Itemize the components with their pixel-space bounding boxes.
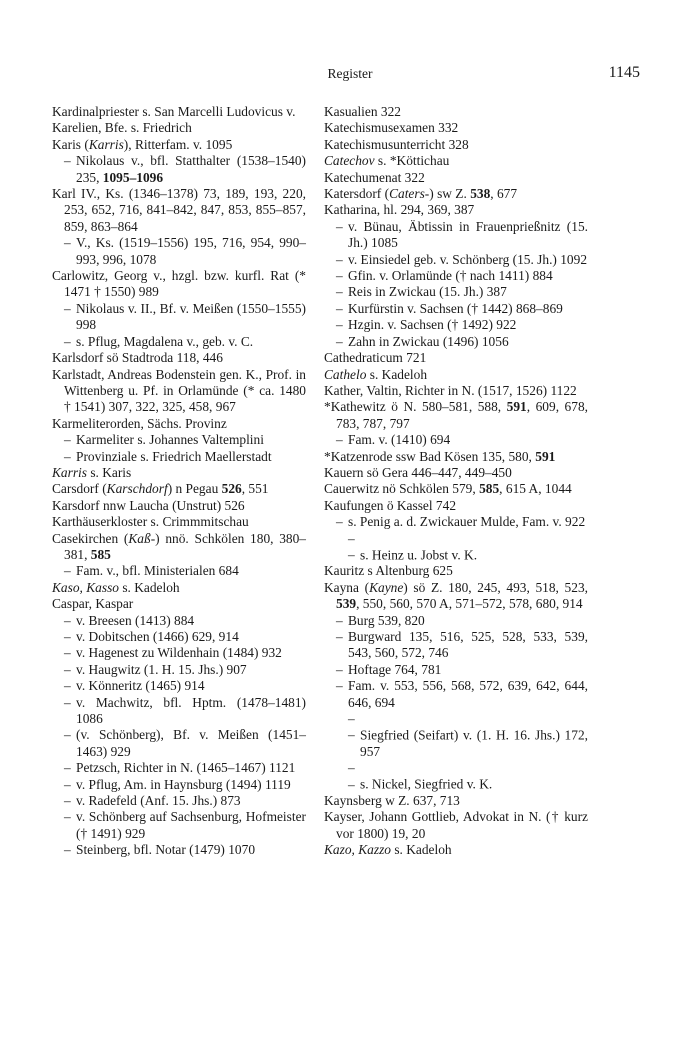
entry-text: Katechismusunterricht 328 bbox=[324, 136, 469, 152]
index-entry bbox=[324, 449, 588, 465]
entry-text: v. Haugwitz (1. H. 15. Jhs.) 907 bbox=[76, 661, 247, 677]
entry-text: , 677 bbox=[490, 186, 518, 202]
entry-italic: Caters- bbox=[389, 186, 430, 202]
index-entry bbox=[324, 793, 588, 809]
index-entry bbox=[324, 629, 588, 662]
entry-text: Karmeliter s. Johannes Valtemplini bbox=[76, 432, 264, 448]
entry-text: Katechismusexamen 332 bbox=[324, 120, 459, 136]
entry-text: Karthäuserkloster s. Crimmmitschau bbox=[52, 514, 249, 530]
entry-bold: 526 bbox=[221, 481, 242, 497]
entry-dash: – bbox=[64, 776, 71, 792]
entry-text: Reis in Zwickau (15. Jh.) 387 bbox=[348, 284, 507, 300]
entry-text: Kaufungen ö Kassel 742 bbox=[324, 497, 457, 513]
index-entry bbox=[52, 367, 306, 416]
page-number: 1145 bbox=[608, 64, 640, 81]
entry-text: v. Hagenest zu Wildenhain (1484) 932 bbox=[76, 645, 282, 661]
entry-italic: Catechov bbox=[324, 153, 375, 169]
index-entry bbox=[324, 104, 588, 120]
entry-text: Steinberg, bfl. Notar (1479) 1070 bbox=[76, 842, 256, 858]
entry-text: v. Radefeld (Anf. 15. Jhs.) 873 bbox=[76, 793, 241, 809]
entry-text: Karelien, Bfe. s. Friedrich bbox=[52, 120, 192, 136]
index-entry bbox=[324, 284, 588, 300]
entry-dash: – bbox=[64, 760, 71, 776]
entry-text: Hoftage 764, 781 bbox=[348, 661, 442, 677]
entry-dash: – bbox=[64, 448, 71, 464]
index-entry bbox=[324, 367, 588, 383]
index-entry bbox=[52, 153, 306, 186]
entry-text: Provinziale s. Friedrich Maellerstadt bbox=[76, 448, 272, 464]
entry-text: v. Dobitschen (1466) 629, 914 bbox=[76, 629, 239, 644]
entry-text: s. Penig a. d. Zwickauer Mulde, Fam. v. 922 bbox=[348, 514, 586, 530]
entry-text: Carlowitz, Georg v., hzgl. bzw. kurfl. Rat (* 1471 † 1550) 989 bbox=[52, 268, 306, 300]
index-entry bbox=[324, 317, 588, 333]
entry-text: Nikolaus v. II., Bf. v. Meißen (1550–1555) 998 bbox=[76, 300, 306, 333]
entry-bold: 585 bbox=[479, 481, 500, 497]
index-entry bbox=[324, 301, 588, 317]
index-entry bbox=[52, 137, 306, 153]
entry-bold: 591 bbox=[535, 448, 556, 464]
entry-text: v. Einsiedel geb. v. Schönberg (15. Jh.) 1092 bbox=[348, 251, 588, 267]
index-entry bbox=[52, 334, 306, 350]
entry-text: s. Nickel, Siegfried v. K. bbox=[360, 776, 493, 792]
index-entry bbox=[324, 120, 588, 136]
entry-dash: – bbox=[64, 300, 71, 316]
index-entry bbox=[324, 481, 588, 497]
index-entry bbox=[52, 186, 306, 235]
entry-text: Kather, Valtin, Richter in N. (1517, 1526) 1122 bbox=[324, 382, 577, 398]
entry-text: Fam. v. (1410) 694 bbox=[348, 432, 451, 448]
entry-text: v. Bünau, Äbtissin in Frauenprießnitz (15. Jh.) 1085 bbox=[348, 218, 588, 251]
index-entry bbox=[52, 678, 306, 694]
entry-dash: – bbox=[336, 268, 343, 284]
index-entry bbox=[324, 268, 588, 284]
entry-dash: – – bbox=[348, 711, 355, 743]
index-entry bbox=[52, 777, 306, 793]
entry-text: ) n Pegau bbox=[167, 481, 222, 497]
entry-text: v. Pflug, Am. in Haynsburg (1494) 1119 bbox=[76, 776, 291, 792]
entry-dash: – bbox=[64, 694, 71, 710]
index-entry bbox=[324, 809, 588, 842]
entry-text: Kaynsberg w Z. 637, 713 bbox=[324, 793, 460, 809]
entry-bold: 591 bbox=[506, 399, 527, 415]
entry-text: s. Kadeloh bbox=[118, 579, 180, 595]
index-entry bbox=[324, 334, 588, 350]
index-entry bbox=[52, 842, 306, 858]
index-entry bbox=[324, 711, 588, 760]
entry-dash: – bbox=[64, 793, 71, 809]
entry-text: s. Heinz u. Jobst v. K. bbox=[360, 546, 478, 562]
entry-text: Fam. v., bfl. Ministerialen 684 bbox=[76, 563, 239, 579]
entry-italic: Karschdorf bbox=[106, 481, 168, 497]
entry-dash: – bbox=[64, 153, 71, 169]
index-entry bbox=[324, 842, 588, 858]
index-entry bbox=[324, 399, 588, 432]
entry-text: Burg 539, 820 bbox=[348, 612, 425, 628]
index-entry bbox=[52, 809, 306, 842]
entry-dash: – bbox=[64, 661, 71, 677]
entry-text: Nikolaus v., bfl. Statthalter (1538–1540) 235, bbox=[76, 153, 306, 185]
index-entry bbox=[52, 793, 306, 809]
entry-dash: – bbox=[336, 300, 343, 316]
index-entry bbox=[324, 432, 588, 448]
entry-text: Karsdorf nnw Laucha (Unstrut) 526 bbox=[52, 497, 245, 513]
entry-text: *Katzenrode ssw Bad Kösen 135, 580, bbox=[324, 448, 536, 464]
index-entry bbox=[324, 219, 588, 252]
entry-text: v. Machwitz, bfl. Hptm. (1478–1481) 1086 bbox=[76, 694, 306, 727]
index-entry bbox=[324, 678, 588, 711]
entry-text: Kauritz s Altenburg 625 bbox=[324, 563, 453, 579]
index-entry bbox=[52, 580, 306, 596]
entry-text: ) sö Z. 180, 245, 493, 518, 523, bbox=[403, 579, 588, 595]
index-column-right bbox=[324, 104, 588, 859]
index-entry bbox=[52, 350, 306, 366]
entry-italic: Cathelo bbox=[324, 366, 367, 382]
index-entry bbox=[52, 563, 306, 579]
entry-text: Karis ( bbox=[52, 136, 89, 152]
entry-text: Karlsdorf sö Stadtroda 118, 446 bbox=[52, 350, 223, 366]
index-entry bbox=[52, 301, 306, 334]
entry-text: Hzgin. v. Sachsen († 1492) 922 bbox=[348, 317, 517, 333]
entry-italic: Karris bbox=[88, 136, 124, 152]
entry-text: s. Karis bbox=[86, 464, 132, 480]
index-entry bbox=[52, 498, 306, 514]
entry-dash: – bbox=[64, 629, 71, 644]
index-entry bbox=[324, 350, 588, 366]
index-entry bbox=[324, 252, 588, 268]
entry-bold: 538 bbox=[470, 186, 491, 202]
entry-text: , 550, 560, 570 A, 571–572, 578, 680, 914 bbox=[356, 596, 583, 612]
index-entry bbox=[324, 514, 588, 530]
entry-text: Burgward 135, 516, 525, 528, 533, 539, 543, 560, 572, 746 bbox=[348, 629, 588, 661]
entry-dash: – bbox=[64, 333, 71, 349]
index-entry bbox=[52, 465, 306, 481]
index-entry bbox=[52, 104, 306, 120]
entry-text: Karl IV., Ks. (1346–1378) 73, 189, 193, 220, 253, 652, 716, 841–842, 847, 853, 855–857, 859, 863–864 bbox=[52, 186, 306, 234]
index-entry bbox=[324, 465, 588, 481]
entry-bold: 1095–1096 bbox=[102, 169, 164, 185]
index-entry bbox=[52, 596, 306, 612]
index-entry bbox=[52, 120, 306, 136]
entry-text: Kardinalpriester s. San Marcelli Ludovicus v. bbox=[52, 104, 296, 119]
entry-bold: 585 bbox=[90, 546, 111, 562]
entry-text: s. Pflug, Magdalena v., geb. v. C. bbox=[76, 333, 254, 349]
entry-dash: – bbox=[336, 661, 343, 677]
entry-text: Zahn in Zwickau (1496) 1056 bbox=[348, 333, 509, 349]
entry-dash: – bbox=[64, 645, 71, 661]
entry-text: v. Schönberg auf Sachsenburg, Hofmeister († 1491) 929 bbox=[76, 809, 306, 841]
entry-text: -) nnö. Schkölen 180, 380–381, bbox=[64, 530, 306, 562]
index-entry bbox=[52, 514, 306, 530]
entry-text: , 615 A, 1044 bbox=[499, 481, 572, 497]
index-entry bbox=[324, 153, 588, 169]
entry-dash: – bbox=[336, 678, 343, 694]
index-entry bbox=[52, 481, 306, 497]
entry-dash: – bbox=[64, 678, 71, 694]
entry-dash: – bbox=[336, 284, 343, 300]
index-entry bbox=[52, 727, 306, 760]
index-column-left bbox=[52, 104, 306, 859]
entry-text: Katharina, hl. 294, 369, 387 bbox=[324, 202, 475, 218]
entry-dash: – bbox=[64, 432, 71, 448]
entry-text: , 551 bbox=[241, 481, 269, 497]
entry-text: Cauerwitz nö Schkölen 579, bbox=[324, 481, 480, 497]
entry-text: Kayser, Johann Gottlieb, Advokat in N. († kurz vor 1800) 19, 20 bbox=[324, 809, 588, 841]
entry-text: Petzsch, Richter in N. (1465–1467) 1121 bbox=[76, 760, 296, 776]
entry-italic: Kaso, Kasso bbox=[52, 579, 119, 595]
entry-dash: – bbox=[64, 235, 71, 251]
entry-text: Fam. v. 553, 556, 568, 572, 639, 642, 644, 646, 694 bbox=[348, 678, 588, 710]
index-entry bbox=[52, 695, 306, 728]
entry-text: V., Ks. (1519–1556) 195, 716, 954, 990–993, 996, 1078 bbox=[76, 235, 306, 267]
entry-dash: – bbox=[64, 842, 71, 858]
entry-text: s. Kadeloh bbox=[390, 842, 452, 858]
entry-text: Gfin. v. Orlamünde († nach 1411) 884 bbox=[348, 268, 553, 284]
entry-text: v. Könneritz (1465) 914 bbox=[76, 678, 205, 694]
entry-italic: Kaß bbox=[128, 530, 151, 546]
entry-text: Katersdorf ( bbox=[324, 186, 390, 202]
entry-dash: – bbox=[336, 218, 343, 234]
entry-dash: – bbox=[64, 612, 71, 628]
entry-text: s. Kadeloh bbox=[366, 366, 428, 382]
entry-text: Karlstadt, Andreas Bodenstein gen. K., Prof. in Wittenberg u. Pf. in Orlamünde (* ca. 1480 † 1541) 307, 322, 325, 458, 967 bbox=[52, 366, 306, 415]
index-entry bbox=[324, 170, 588, 186]
index-entry bbox=[52, 449, 306, 465]
entry-dash: – bbox=[64, 727, 71, 743]
index-entry bbox=[52, 613, 306, 629]
index-entry bbox=[52, 662, 306, 678]
entry-dash: – bbox=[336, 333, 343, 349]
entry-dash: – – bbox=[348, 760, 355, 792]
entry-bold: 539 bbox=[336, 596, 357, 612]
entry-text: Kayna ( bbox=[324, 579, 370, 595]
entry-text: *Kathewitz ö N. 580–581, 588, bbox=[324, 399, 507, 415]
entry-dash: – bbox=[336, 432, 343, 448]
index-entry bbox=[324, 662, 588, 678]
entry-text: Karmeliterorden, Sächs. Provinz bbox=[52, 415, 227, 431]
entry-text: ) sw Z. bbox=[429, 186, 471, 202]
index-entry bbox=[324, 760, 588, 793]
running-head bbox=[0, 64, 700, 84]
index-entry bbox=[324, 137, 588, 153]
index-entry bbox=[324, 186, 588, 202]
entry-dash: – – bbox=[348, 530, 355, 562]
entry-text: Caspar, Kaspar bbox=[52, 596, 134, 612]
index-entry bbox=[52, 531, 306, 564]
entry-text: , 609, 678, 783, 787, 797 bbox=[336, 399, 588, 431]
entry-text: Cathedraticum 721 bbox=[324, 350, 427, 366]
index-entry bbox=[324, 613, 588, 629]
index-entry bbox=[324, 531, 588, 564]
entry-italic: Kayne bbox=[369, 579, 404, 595]
entry-text: ), Ritterfam. v. 1095 bbox=[123, 136, 233, 152]
index-entry bbox=[324, 563, 588, 579]
entry-text: Kasualien 322 bbox=[324, 104, 401, 119]
entry-text: Siegfried (Seifart) v. (1. H. 16. Jhs.) 172, 957 bbox=[360, 727, 588, 759]
entry-text: Katechumenat 322 bbox=[324, 169, 425, 185]
entry-italic: Kazo, Kazzo bbox=[324, 842, 391, 858]
entry-dash: – bbox=[64, 809, 71, 825]
entry-text: Carsdorf ( bbox=[52, 481, 107, 497]
entry-dash: – bbox=[336, 612, 343, 628]
entry-dash: – bbox=[64, 563, 71, 579]
entry-dash: – bbox=[336, 317, 343, 333]
index-entry bbox=[52, 760, 306, 776]
index-entry bbox=[324, 202, 588, 218]
entry-dash: – bbox=[336, 514, 343, 530]
entry-text: Kauern sö Gera 446–447, 449–450 bbox=[324, 464, 512, 480]
index-entry bbox=[52, 629, 306, 645]
index-entry bbox=[52, 268, 306, 301]
index-entry bbox=[52, 416, 306, 432]
entry-text: (v. Schönberg), Bf. v. Meißen (1451–1463) 929 bbox=[76, 727, 306, 759]
index-entry bbox=[324, 383, 588, 399]
running-title: Register bbox=[327, 66, 373, 81]
index-entry bbox=[324, 498, 588, 514]
entry-text: Casekirchen ( bbox=[52, 530, 129, 546]
index-entry bbox=[52, 645, 306, 661]
index-entry bbox=[52, 432, 306, 448]
index-entry bbox=[52, 235, 306, 268]
entry-italic: Karris bbox=[52, 464, 87, 480]
entry-dash: – bbox=[336, 251, 343, 267]
index-entry bbox=[324, 580, 588, 613]
entry-text: s. *Köttichau bbox=[374, 153, 450, 169]
entry-text: v. Breesen (1413) 884 bbox=[76, 612, 195, 628]
entry-text: Kurfürstin v. Sachsen († 1442) 868–869 bbox=[348, 300, 563, 316]
entry-dash: – bbox=[336, 629, 343, 644]
